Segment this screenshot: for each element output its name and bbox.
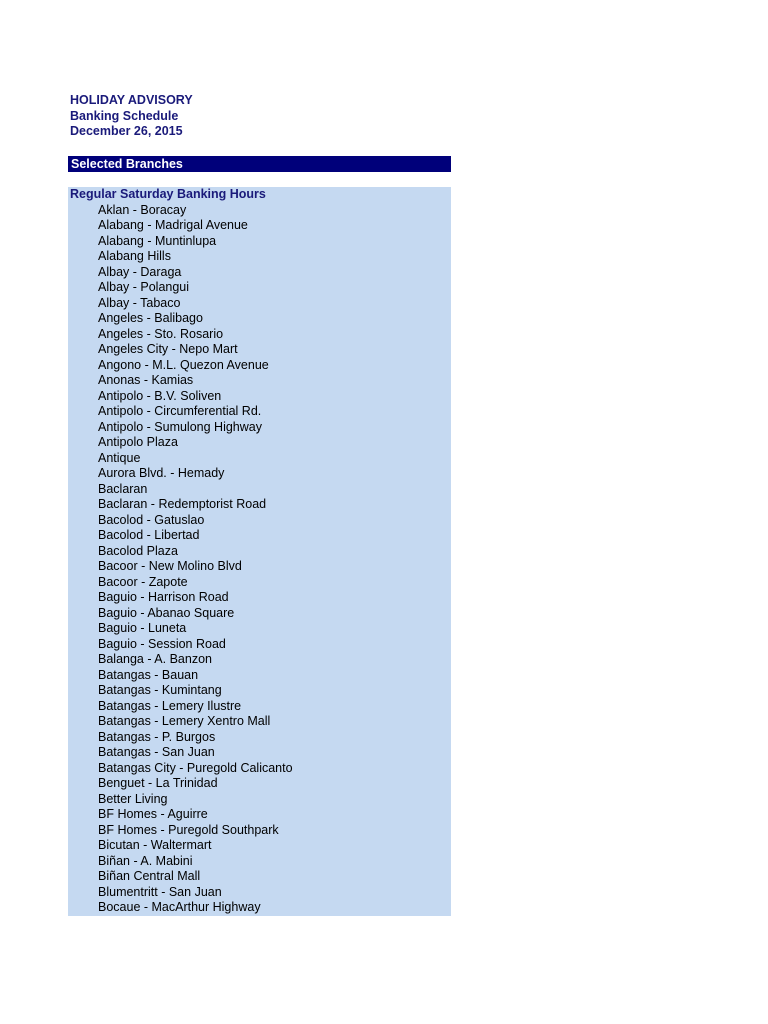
branch-list-item: Bicutan - Waltermart — [98, 838, 212, 852]
branch-list-item: Blumentritt - San Juan — [98, 884, 222, 899]
branch-list-item: Antipolo - Sumulong Highway — [98, 419, 262, 434]
branch-list-item: Baguio - Luneta — [98, 621, 187, 635]
branch-list-item: Biñan Central Mall — [98, 869, 201, 883]
branch-list-item: Batangas - San Juan — [98, 745, 215, 759]
advisory-header — [70, 93, 193, 140]
branch-list-item: Angono - M.L. Quezon Avenue — [98, 357, 269, 372]
branch-list-item: Alabang - Muntinlupa — [98, 233, 217, 248]
branch-list-item: Batangas - Kumintang — [98, 683, 222, 697]
branch-list-item: Anonas - Kamias — [98, 373, 194, 387]
branch-list-item: Antipolo - B.V. Soliven — [98, 388, 222, 403]
branch-list-item: Baclaran — [98, 481, 148, 496]
branch-list-item: BF Homes - Puregold Southpark — [98, 822, 279, 837]
branch-list-item: Bacolod - Gatuslao — [98, 512, 205, 527]
branch-list-item: Aklan - Boracay — [98, 202, 187, 217]
branch-list-item: Bacolod Plaza — [98, 543, 178, 558]
branch-list-item: Baguio - Abanao Square — [98, 605, 235, 620]
panel-title: Regular Saturday Banking Hours — [70, 187, 266, 201]
branch-list-item: Balanga - A. Banzon — [98, 652, 212, 666]
branch-list-item: Aurora Blvd. - Hemady — [98, 466, 225, 480]
section-header-bar — [68, 156, 451, 172]
branch-list-item: Angeles - Balibago — [98, 311, 203, 325]
advisory-subtitle: Banking Schedule — [70, 108, 179, 123]
branch-list-item: Better Living — [98, 791, 168, 806]
branch-list-item: Batangas - P. Burgos — [98, 729, 216, 744]
branch-list-item: Batangas - Lemery Xentro Mall — [98, 714, 271, 728]
branch-list-item: Bacoor - New Molino Blvd — [98, 559, 242, 573]
branch-list-item: Batangas - Bauan — [98, 667, 199, 682]
branch-list-item: Antique — [98, 450, 141, 465]
branch-list-item: Angeles City - Nepo Mart — [98, 342, 238, 356]
branch-list-item: Baguio - Session Road — [98, 636, 226, 651]
branch-list-item: Antipolo Plaza — [98, 435, 178, 449]
branch-list-item: Baguio - Harrison Road — [98, 590, 229, 604]
branch-list-panel — [68, 187, 451, 916]
branch-list-item: Batangas City - Puregold Calicanto — [98, 760, 293, 775]
branch-list-item: Alabang Hills — [98, 249, 171, 263]
branch-list-item: Biñan - A. Mabini — [98, 853, 193, 868]
section-header-label: Selected Branches — [71, 157, 183, 171]
branch-list-item: Albay - Polangui — [98, 280, 190, 294]
advisory-date: December 26, 2015 — [70, 124, 183, 139]
advisory-title: HOLIDAY ADVISORY — [70, 93, 193, 107]
branch-list-item: Baclaran - Redemptorist Road — [98, 497, 267, 511]
branch-list-item: Antipolo - Circumferential Rd. — [98, 404, 262, 418]
branch-list-item: Batangas - Lemery Ilustre — [98, 698, 242, 713]
branch-list-item: Benguet - La Trinidad — [98, 776, 218, 790]
branch-list-item: Bocaue - MacArthur Highway — [98, 900, 261, 914]
branch-list — [98, 203, 293, 916]
branch-list-item: BF Homes - Aguirre — [98, 807, 208, 821]
branch-list-item: Bacolod - Libertad — [98, 528, 200, 542]
branch-list-item: Angeles - Sto. Rosario — [98, 326, 224, 341]
branch-list-item: Albay - Daraga — [98, 264, 182, 279]
branch-list-item: Alabang - Madrigal Avenue — [98, 218, 248, 232]
branch-list-item: Albay - Tabaco — [98, 295, 181, 310]
branch-list-item: Bacoor - Zapote — [98, 574, 188, 589]
